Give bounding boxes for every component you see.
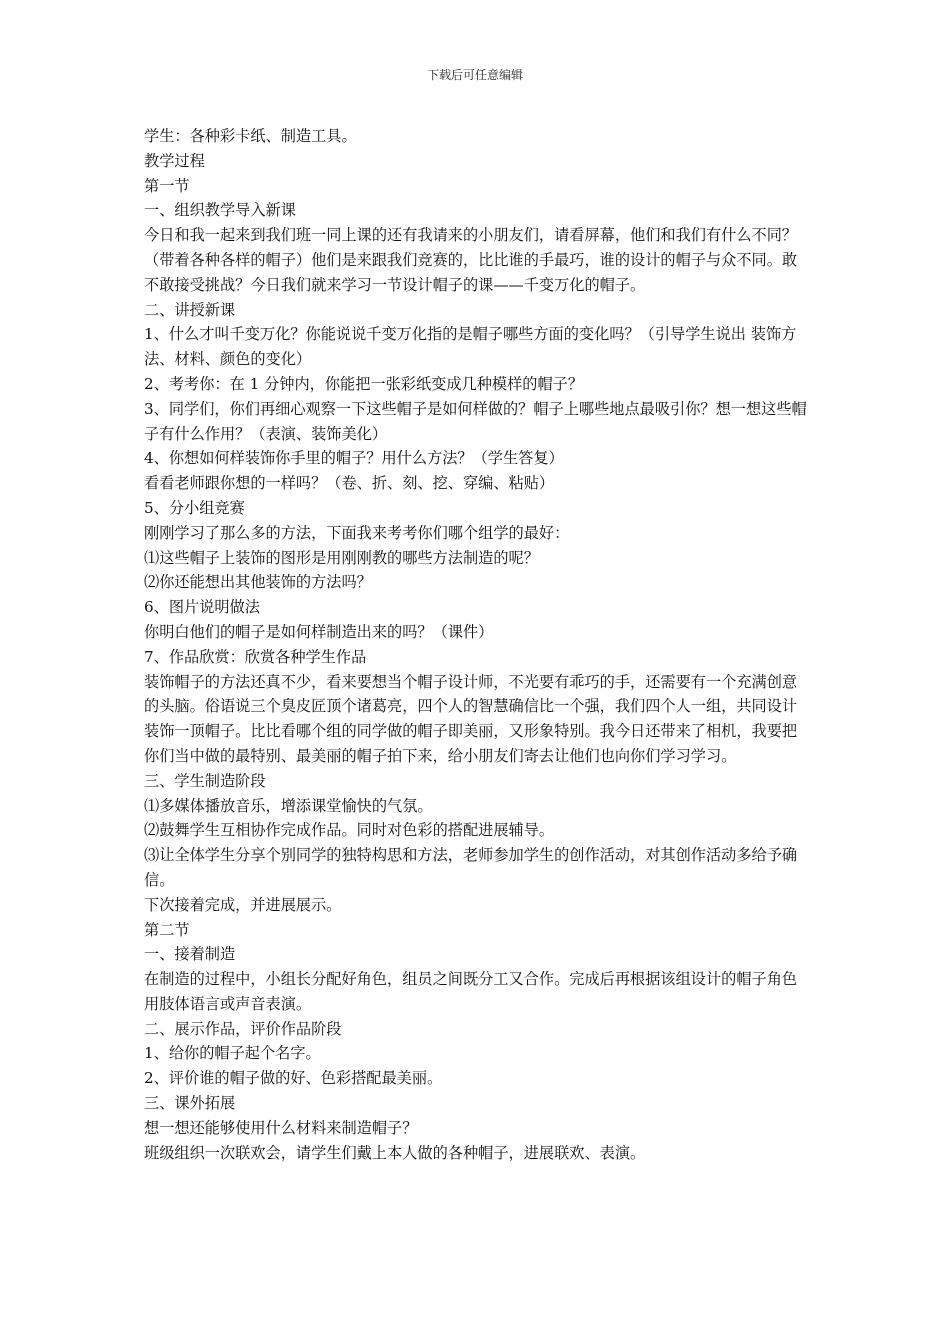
paragraph: 1、给你的帽子起个名字。 [144, 1044, 321, 1063]
section-heading: 教学过程 [144, 151, 205, 170]
section-heading: 第一节 [144, 176, 190, 195]
paragraph: ⑶让全体学生分享个别同学的独特构思和方法，老师参加学生的创作活动，对其创作活动多给予确信。 [144, 846, 798, 889]
paragraph: 学生：各种彩卡纸、制造工具。 [144, 127, 357, 145]
paragraph: ⑵鼓舞学生互相协作完成作品。同时对色彩的搭配进展辅导。 [144, 821, 555, 840]
paragraph: ⑴多媒体播放音乐，增添课堂愉快的气氛。 [144, 796, 433, 815]
paragraph: 7、作品欣赏：欣赏各种学生作品 [144, 647, 367, 666]
paragraph: 3、同学们，你们再细心观察一下这些帽子是如何样做的？帽子上哪些地点最吸引你？想一想这些帽子有什么作用？（表演、装饰美化） [144, 399, 807, 443]
section-heading: 二、讲授新课 [144, 300, 236, 319]
paragraph: 刚刚学习了那么多的方法，下面我来考考你们哪个组学的最好： [144, 523, 570, 542]
paragraph: 装饰帽子的方法还真不少，看来要想当个帽子设计师，不光要有乖巧的手，还需要有一个充满创意的头脑。俗语说三个臭皮匠顶个诸葛亮，四个人的智慧确信比一个强，我们四个人一组，共同设计装饰一顶帽子。比比看哪个组的同学做的帽子即美丽，又形象特别。我今日还带来了相机，我要把你们当中做的最特别、最美丽的帽子拍下来，给小朋友们寄去让他们也向你们学习学习。 [144, 672, 798, 765]
paragraph: 看看老师跟你想的一样吗？（卷、折、刻、挖、穿编、粘贴） [144, 474, 555, 493]
section-heading: 三、课外拓展 [144, 1094, 236, 1113]
paragraph: ⑴这些帽子上装饰的图形是用刚刚教的哪些方法制造的呢？ [144, 548, 539, 567]
paragraph: 1、什么才叫千变万化？你能说说千变万化指的是帽子哪些方面的变化吗？（引导学生说出 装饰方法、材料、颜色的变化） [144, 325, 797, 369]
section-heading: 一、接着制造 [144, 945, 236, 964]
paragraph: ⑵你还能想出其他装饰的方法吗？ [144, 573, 372, 592]
paragraph: 班级组织一次联欢会，请学生们戴上本人做的各种帽子，进展联欢、表演。 [144, 1143, 646, 1162]
section-heading: 一、组织教学导入新课 [144, 201, 296, 220]
paragraph: 2、评价谁的帽子做的好、色彩搭配最美丽。 [144, 1069, 443, 1088]
paragraph: 在制造的过程中，小组长分配好角色，组员之间既分工又合作。完成后再根据该组设计的帽子角色用肢体语言或声音表演。 [144, 970, 798, 1013]
document-body [144, 124, 808, 1165]
section-heading: 二、展示作品，评价作品阶段 [144, 1019, 342, 1038]
paragraph: 5、分小组竞赛 [144, 498, 245, 517]
paragraph: 4、你想如何样装饰你手里的帽子？用什么方法？（学生答复） [144, 449, 564, 468]
paragraph: 今日和我一起来到我们班一同上课的还有我请来的小朋友们，请看屏幕，他们和我们有什么不同？（带着各种各样的帽子）他们是来跟我们竞赛的，比比谁的手最巧，谁的设计的帽子与众不同。敢不敢接受挑战？今日我们就来学习一节设计帽子的课——千变万化的帽子。 [144, 226, 798, 294]
paragraph: 2、考考你：在 1 分钟内，你能把一张彩纸变成几种模样的帽子？ [144, 374, 584, 393]
paragraph: 你明白他们的帽子是如何样制造出来的吗？（课件） [144, 622, 494, 641]
page-header: 下载后可任意编辑 [426, 68, 523, 82]
paragraph: 想一想还能够使用什么材料来制造帽子？ [144, 1118, 418, 1137]
paragraph: 6、图片说明做法 [144, 598, 260, 617]
section-heading: 第二节 [144, 920, 190, 939]
section-heading: 三、学生制造阶段 [144, 771, 266, 790]
paragraph: 下次接着完成，并进展展示。 [144, 895, 342, 914]
